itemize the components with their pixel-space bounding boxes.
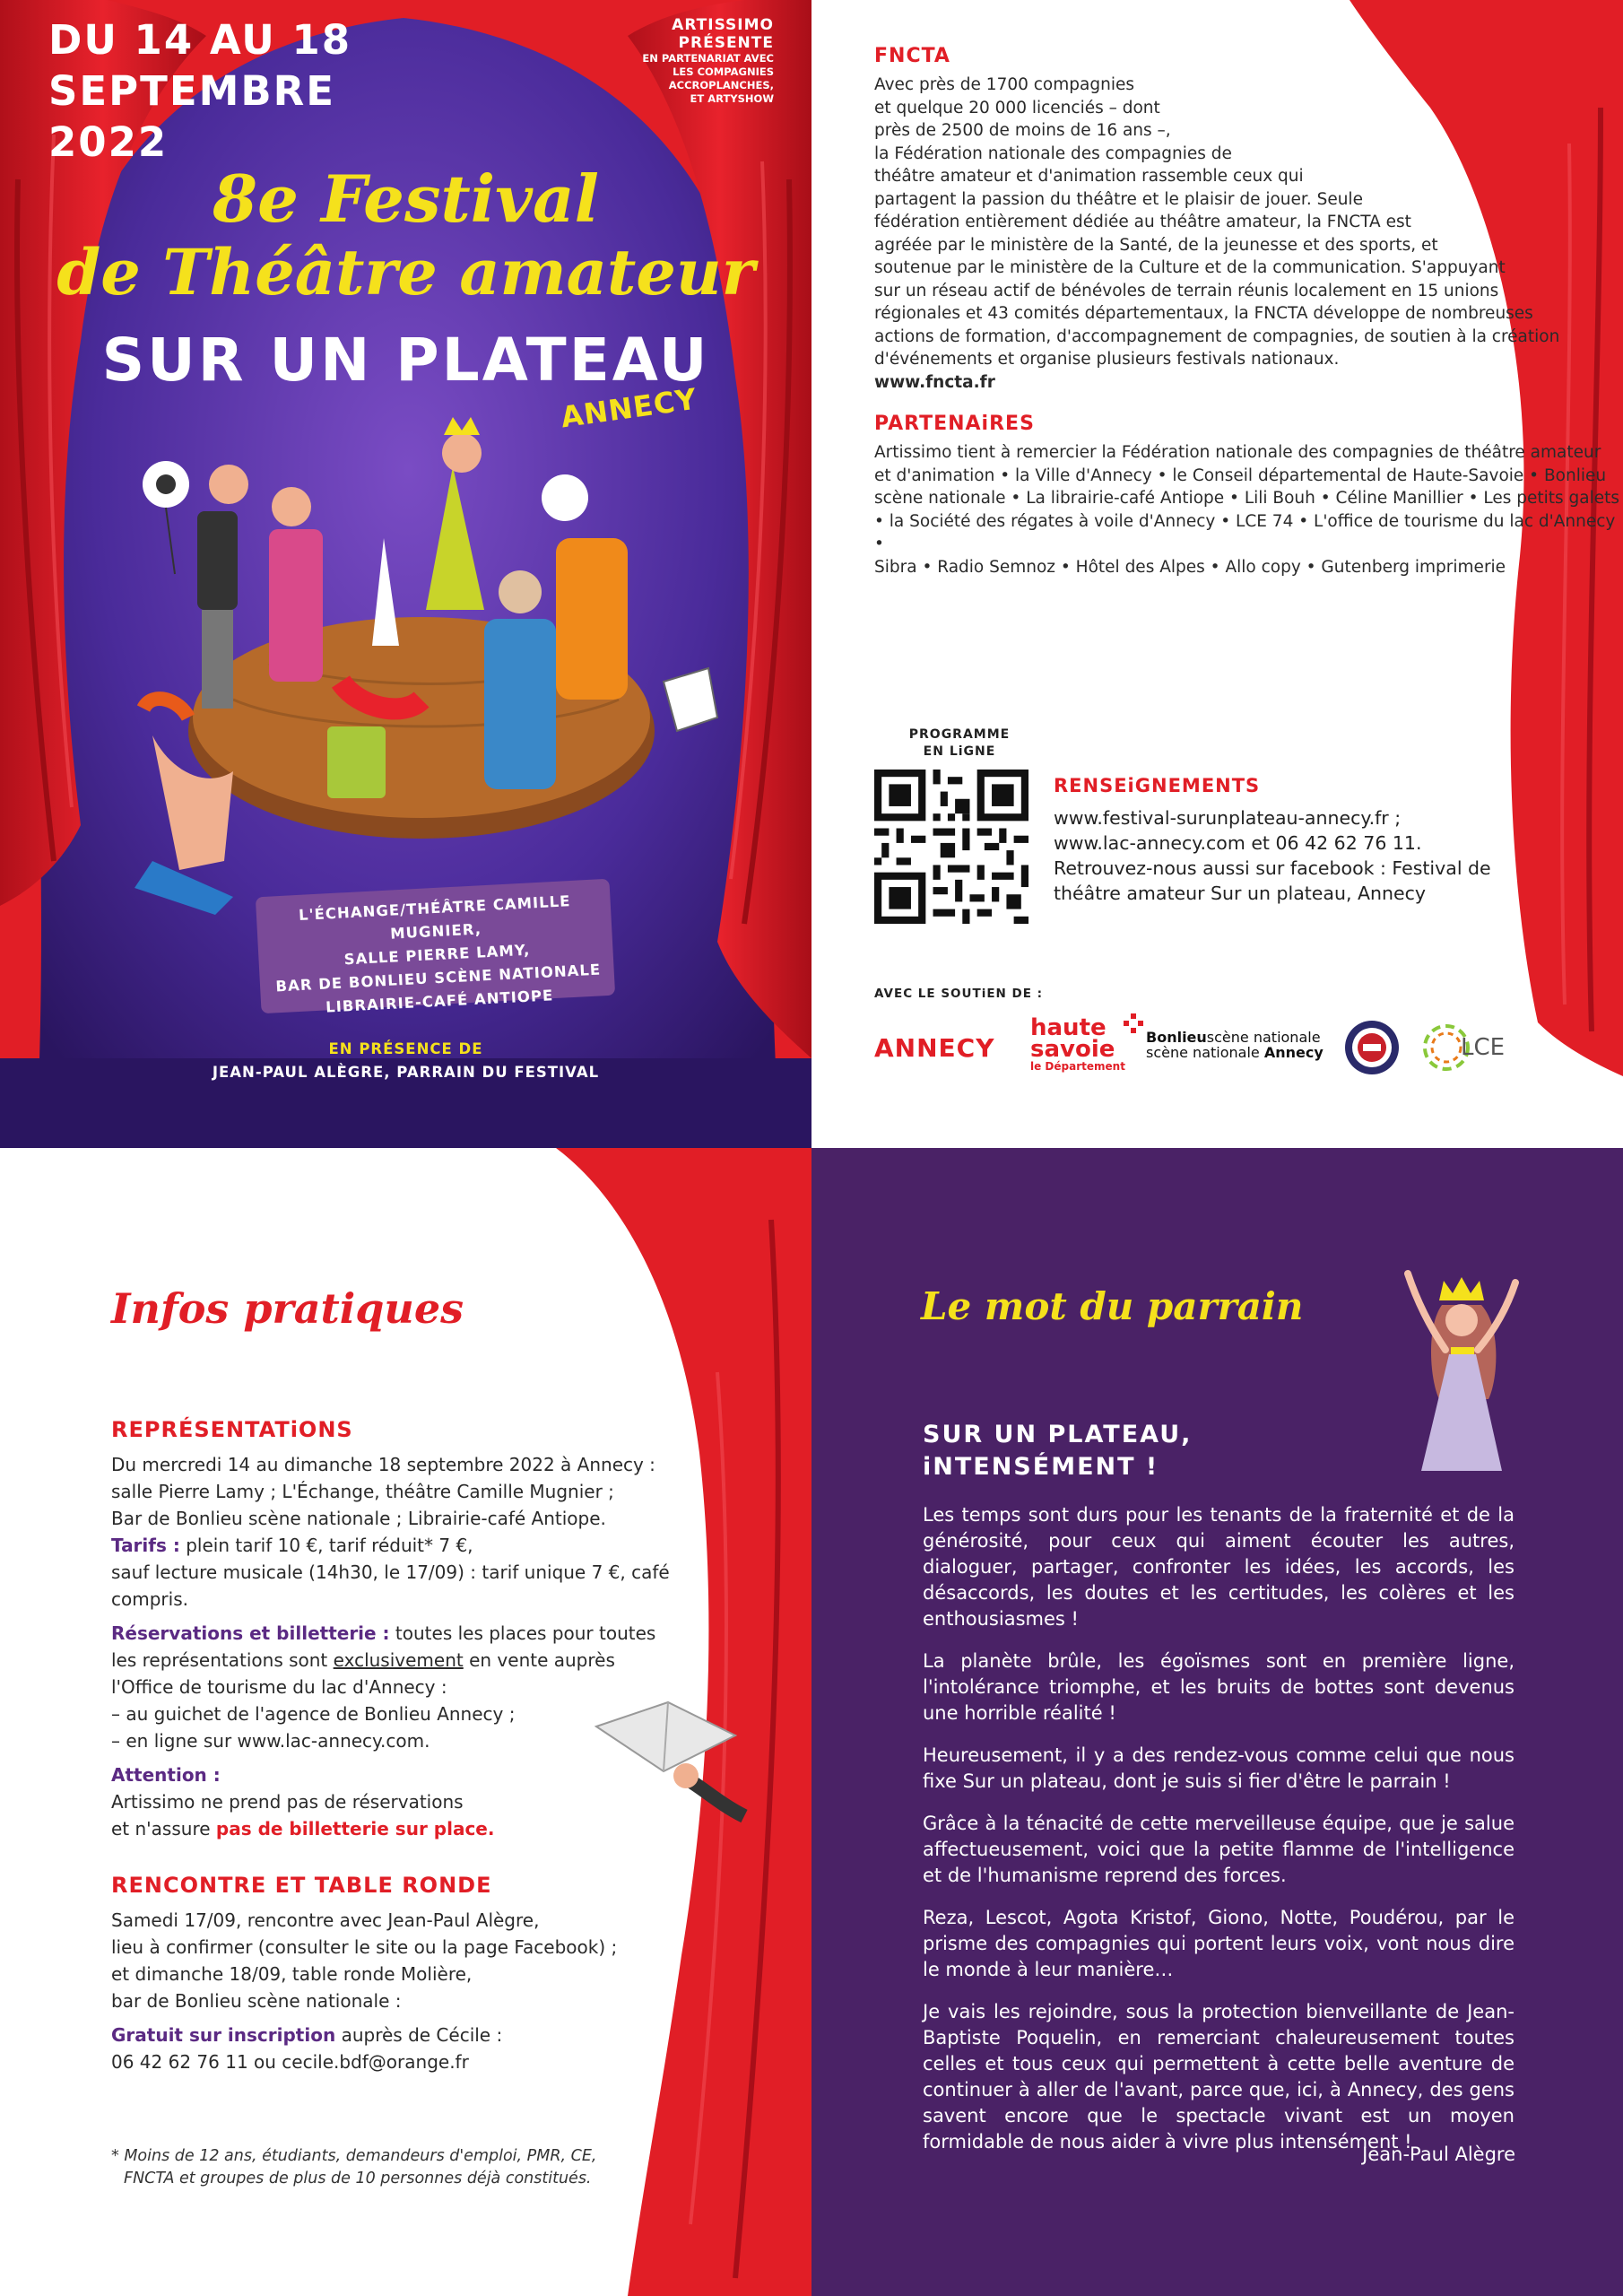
presenter-verb: PRÉSENTE — [678, 34, 774, 52]
attention-line: Artissimo ne prend pas de réservations — [111, 1791, 464, 1813]
presenter-name: ARTISSIMO — [672, 16, 774, 34]
renseignements-link[interactable]: www.festival-surunplateau-annecy.fr ; — [1054, 807, 1402, 829]
regates-club-logo-icon — [1343, 1019, 1401, 1076]
fncta-line: près de 2500 de moins de 16 ans –, — [874, 121, 1171, 140]
attention-line: et n'assure — [111, 1818, 216, 1839]
haute-savoie-word-2: savoie — [1030, 1036, 1115, 1063]
venues-box — [257, 888, 617, 1022]
haute-savoie-subtitle: le Département — [1030, 1060, 1125, 1073]
attention-emphasis: pas de billetterie sur place. — [215, 1818, 495, 1839]
representations-text — [111, 1451, 739, 1842]
lce-logo-text: LCE — [1461, 1034, 1506, 1061]
festival-edition-title: 8e Festival — [213, 161, 599, 237]
partners-line: et d'animation • la Ville d'Annecy • le Conseil départemental de Haute-Savoie • Bonlieu — [874, 465, 1607, 485]
partners-line: ACCROPLANCHES, — [668, 79, 774, 91]
fncta-line: agréée par le ministère de la Santé, de la jeunesse et des sports, et — [874, 235, 1438, 255]
fncta-line: soutenue par le ministère de la Culture et de la communication. S'appuyant — [874, 258, 1506, 277]
bonlieu-city: Annecy — [1263, 1044, 1324, 1061]
venue-item: L'ÉCHANGE/THÉÂTRE CAMILLE MUGNIER, — [298, 892, 571, 943]
representations-line: salle Pierre Lamy ; L'Échange, théâtre Camille Mugnier ; — [111, 1481, 614, 1502]
mot-du-parrain-title: Le mot du parrain — [921, 1284, 1304, 1328]
infos-pratiques-panel — [0, 1148, 812, 2296]
tarifs-label: Tarifs : — [111, 1535, 180, 1556]
mot-du-parrain-panel — [812, 1148, 1623, 2296]
reservations-line: l'Office de tourisme du lac d'Annecy : — [111, 1676, 447, 1698]
festival-name: SUR UN PLATEAU — [101, 326, 710, 395]
presence-label: EN PRÉSENCE DE — [328, 1040, 483, 1057]
representations-title: REPRÉSENTATiONS — [111, 1417, 353, 1442]
renseignements-title: RENSEiGNEMENTS — [1054, 775, 1261, 796]
cover-panel — [0, 0, 812, 1148]
fncta-link[interactable]: www.fncta.fr — [874, 372, 995, 392]
mot-paragraph: Heureusement, il y a des rendez-vous comme celui que nous fixe Sur un plateau, dont je suis si fier d'être le parrain ! — [923, 1744, 1515, 1792]
partners-title: PARTENAiRES — [874, 413, 1035, 435]
date-line-3: 2022 — [48, 118, 169, 166]
rencontre-line: Samedi 17/09, rencontre avec Jean-Paul Alègre, — [111, 1909, 540, 1931]
fncta-line: actions de formation, d'accompagnement de compagnies, de soutien à la création — [874, 326, 1560, 346]
festival-dates — [48, 14, 352, 168]
renseignements-line: théâtre amateur Sur un plateau, Annecy — [1054, 883, 1427, 904]
haute-savoie-logo — [1030, 1014, 1125, 1073]
rencontre-line: lieu à confirmer (consulter le site ou la page Facebook) ; — [111, 1936, 618, 1958]
fncta-line: sur un réseau actif de bénévoles de terrain réunis localement en 15 unions — [874, 281, 1499, 300]
partners-line: EN PARTENARIAT AVEC — [642, 52, 774, 65]
rencontre-title: RENCONTRE ET TABLE RONDE — [111, 1873, 492, 1898]
venue-item: LIBRAIRIE-CAFÉ ANTIOPE — [325, 987, 554, 1016]
reservations-label: Réservations et billetterie : — [111, 1622, 390, 1644]
lce-logo — [1419, 1021, 1545, 1074]
mot-subtitle-line: iNTENSÉMENT ! — [923, 1453, 1159, 1481]
reservations-line: – au guichet de l'agence de Bonlieu Annecy ; — [111, 1703, 516, 1725]
bonlieu-logo — [1146, 1030, 1324, 1060]
queen-character-illustration — [1390, 1265, 1533, 1480]
haute-savoie-cross-icon — [1124, 1013, 1143, 1033]
fncta-line: théâtre amateur et d'animation rassemble ceux qui — [874, 167, 1304, 186]
qr-label-line: EN LiGNE — [923, 744, 996, 759]
bonlieu-name: Bonlieu — [1146, 1029, 1207, 1046]
venue-item: BAR DE BONLIEU SCÈNE NATIONALE — [274, 961, 602, 996]
partners-line: Artissimo tient à remercier la Fédération nationale des compagnies de théâtre amateur — [874, 443, 1601, 462]
tarifs-text: plein tarif 10 €, tarif réduit* 7 €, — [179, 1535, 473, 1556]
fncta-line: fédération entièrement dédiée au théâtre amateur, la FNCTA est — [874, 213, 1411, 231]
fncta-line: la Fédération nationale des compagnies de — [874, 144, 1232, 163]
reservations-emphasis: exclusivement — [333, 1649, 464, 1671]
fncta-line: d'événements et organise plusieurs festivals nationaux. — [874, 350, 1340, 369]
fncta-line: partagent la passion du théâtre et le plaisir de jouer. Seule — [874, 189, 1363, 209]
reservations-text: toutes les places pour toutes — [389, 1622, 656, 1644]
attention-label: Attention : — [111, 1764, 221, 1786]
presence-name: JEAN-PAUL ALÈGRE, PARRAIN DU FESTIVAL — [212, 1064, 600, 1081]
mot-paragraph: La planète brûle, les égoïsmes sont en première ligne, l'intolérance triomphe, et les bruits de bottes sont devenus une horrible réalité ! — [923, 1650, 1515, 1724]
haute-savoie-word-1: haute — [1030, 1014, 1107, 1041]
reservations-text: en vente auprès — [463, 1649, 615, 1671]
partners-line: ET ARTYSHOW — [690, 92, 774, 105]
contact-line[interactable]: 06 42 62 76 11 ou cecile.bdf@orange.fr — [111, 2051, 469, 2073]
annecy-logo: ANNECY — [874, 1033, 995, 1063]
renseignements-text — [1054, 805, 1491, 906]
partners-line: Sibra • Radio Semnoz • Hôtel des Alpes • Allo copy • Gutenberg imprimerie — [874, 557, 1506, 577]
representations-line: Bar de Bonlieu scène nationale ; Librairie-café Antiope. — [111, 1508, 606, 1529]
gratuit-text: auprès de Cécile : — [335, 2024, 503, 2046]
tarifs-line: sauf lecture musicale (14h30, le 17/09) : tarif unique 7 €, café compris. — [111, 1561, 670, 1610]
partners-line: scène nationale • La librairie-café Antiope • Lili Bouh • Céline Manillier • Les petits galets — [874, 489, 1620, 508]
infos-pratiques-title: Infos pratiques — [111, 1284, 464, 1333]
mot-subtitle-line: SUR UN PLATEAU, — [923, 1421, 1193, 1448]
renseignements-line: Retrouvez-nous aussi sur facebook : Festival de — [1054, 857, 1491, 879]
qr-code-icon[interactable] — [874, 770, 1028, 924]
mot-paragraph: Les temps sont durs pour les tenants de la fraternité et de la générosité, pour ceux qui aiment écouter les autres, dialoguer, partager, confronter les idées, les accords, les désaccords, les doutes et les certitudes, les colères et les enthousiasmes ! — [923, 1504, 1515, 1630]
footnote-line: * Moins de 12 ans, étudiants, demandeurs d'emploi, PMR, CE, — [111, 2147, 597, 2165]
support-label: AVEC LE SOUTiEN DE : — [874, 987, 1044, 1001]
fncta-line: régionales et 43 comités départementaux, la FNCTA développe de nombreuses — [874, 304, 1533, 323]
presenter-block — [642, 16, 774, 106]
bonlieu-subtitle: scène nationale — [1206, 1029, 1321, 1046]
mot-paragraph: Je vais les rejoindre, sous la protection bienveillante de Jean-Baptiste Poquelin, en remerciant chaleureusement toutes celles et tous ceux qui permettent à cette belle aventure de continuer à aller de l'avant, parce que, ici, à Annecy, des gens savent encore que le spectacle vivant est un moyen formidable de nous aider à vivre plus intensément ! — [923, 2001, 1515, 2152]
mot-subtitle — [923, 1419, 1192, 1483]
qr-label-line: PROGRAMME — [908, 727, 1011, 742]
festival-city: ANNECY — [559, 381, 699, 435]
fncta-title: FNCTA — [874, 45, 950, 67]
fncta-line: Avec près de 1700 compagnies — [874, 75, 1134, 94]
partners-list — [874, 441, 1623, 578]
fncta-description — [874, 74, 1559, 394]
mot-paragraph: Grâce à la ténacité de cette merveilleuse équipe, que je salue affectueusement, voici que la petite flamme de l'intelligence et de l'humanisme reprend des forces. — [923, 1813, 1515, 1886]
renseignements-line: www.lac-annecy.com et 06 42 62 76 11. — [1054, 832, 1422, 854]
reservations-text: les représentations sont — [111, 1649, 334, 1671]
rencontre-line: bar de Bonlieu scène nationale : — [111, 1990, 402, 2012]
date-line-2: SEPTEMBRE — [48, 67, 336, 115]
mot-signature: Jean-Paul Alègre — [1362, 2144, 1515, 2165]
venue-item: SALLE PIERRE LAMY, — [343, 941, 531, 969]
partners-line: • la Société des régates à voile d'Annecy • LCE 74 • L'office de tourisme du lac d'Annecy • — [874, 511, 1616, 553]
partners-line: LES COMPAGNIES — [673, 65, 774, 78]
date-line-1: DU 14 AU 18 — [48, 16, 352, 64]
reservations-link[interactable]: – en ligne sur www.lac-annecy.com. — [111, 1730, 430, 1752]
festival-theme-title: de Théâtre amateur — [56, 235, 755, 309]
info-panel — [812, 0, 1623, 1148]
bonlieu-subtitle-2: scène nationale — [1146, 1044, 1264, 1061]
footnote — [111, 2145, 596, 2190]
qr-label — [901, 726, 1018, 761]
rencontre-line: et dimanche 18/09, table ronde Molière, — [111, 1963, 473, 1985]
mot-body — [923, 1502, 1515, 2155]
rencontre-text — [111, 1907, 739, 2075]
gratuit-label: Gratuit sur inscription — [111, 2024, 336, 2046]
mot-paragraph: Reza, Lescot, Agota Kristof, Giono, Notte, Poudérou, par le prisme des compagnies qui portent leurs voix, vont nous dire le monde à leur manière… — [923, 1907, 1515, 1980]
footnote-line: FNCTA et groupes de plus de 10 personnes déjà constitués. — [124, 2170, 592, 2187]
fncta-line: et quelque 20 000 licenciés – dont — [874, 98, 1160, 117]
representations-line: Du mercredi 14 au dimanche 18 septembre 2022 à Annecy : — [111, 1454, 655, 1475]
